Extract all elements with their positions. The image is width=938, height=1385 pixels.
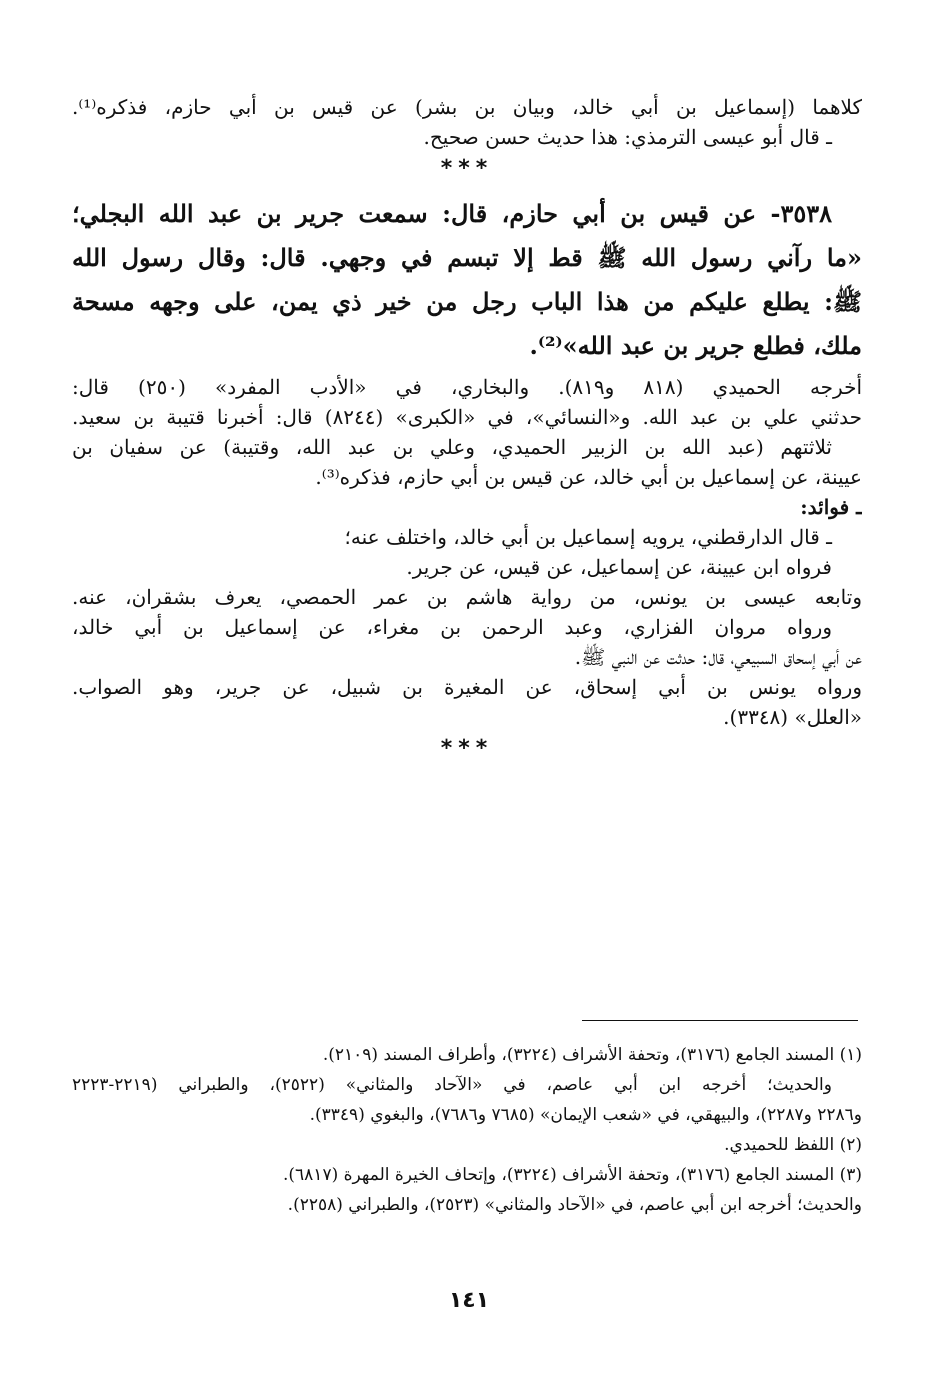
page-body [72, 92, 862, 766]
takhrij-block [72, 372, 862, 492]
fawaid-line-5: عن أبي إسحاق السبيعي، قال: حدثت عن النبي ﷺ. [574, 645, 862, 669]
fawaid-line-1: ـ قال الدارقطني، يرويه إسماعيل بن أبي خالد، واختلف عنه؛ [344, 525, 832, 549]
fawaid-block [72, 522, 862, 732]
takhrij-line-4: عيينة، عن إسماعيل بن أبي خالد، عن قيس بن أبي حازم، فذكره⁽³⁾. [315, 465, 862, 489]
section-separator: *** [440, 156, 494, 181]
fawaid-line-2: فرواه ابن عيينة، عن إسماعيل، عن قيس، عن جرير. [406, 555, 832, 579]
intro-line-1: كلاهما (إسماعيل بن أبي خالد، وبيان بن بشر) عن قيس بن أبي حازم، فذكره⁽¹⁾. [72, 95, 862, 119]
footnotes [72, 1040, 862, 1220]
page-number: ١٤١ [448, 1288, 490, 1313]
footnote-divider [582, 1020, 858, 1021]
takhrij-line-2: حدثني علي بن عبد الله. و«النسائي»، في «الكبرى» (٨٢٤٤) قال: أخبرنا قتيبة بن سعيد. [72, 405, 862, 429]
hadith-line-3: ﷺ: يطلع عليكم من هذا الباب رجل من خير ذي يمن، على وجهه مسحة [72, 287, 862, 316]
hadith-line-2: «ما رآني رسول الله ﷺ قط إلا تبسم في وجهي. قال: وقال رسول الله [72, 243, 862, 272]
footnote-3: (٣) المسند الجامع (٣١٧٦)، وتحفة الأشراف (٣٢٢٤)، وإتحاف الخيرة المهرة (٦٨١٧). [283, 1165, 862, 1185]
footnote-2: (٢) اللفظ للحميدي. [724, 1135, 862, 1155]
hadith-text [72, 192, 862, 368]
takhrij-line-3: ثلاثتهم (عبد الله بن الزبير الحميدي، وعلي بن عبد الله، وقتيبة) عن سفيان بن [72, 435, 833, 459]
fawaid-heading: ـ فوائد: [800, 495, 862, 519]
fawaid-line-6: ورواه يونس بن أبي إسحاق، عن المغيرة بن شبيل، عن جرير، وهو الصواب. [72, 675, 862, 699]
takhrij-line-1: أخرجه الحميدي (٨١٨ و٨١٩). والبخاري، في «الأدب المفرد» (٢٥٠) قال: [72, 375, 862, 399]
fawaid-line-3: وتابعه عيسى بن يونس، من رواية هاشم بن عمر الحمصي، يعرف بشقران، عنه. [72, 585, 862, 609]
footnote-1-continued: والحديث؛ أخرجه ابن أبي عاصم، في «الآحاد والمثاني» (٢٥٢٢)، والطبراني (٢٢١٩-٢٢٢٣ [72, 1075, 832, 1095]
tirmidhi-verdict: ـ قال أبو عيسى الترمذي: هذا حديث حسن صحيح. [423, 125, 832, 149]
footnote-3-continued: والحديث؛ أخرجه ابن أبي عاصم، في «الآحاد والمثاني» (٢٥٢٣)، والطبراني (٢٢٥٨). [287, 1195, 862, 1215]
footnote-1: (١) المسند الجامع (٣١٧٦)، وتحفة الأشراف (٣٢٢٤)، وأطراف المسند (٢١٠٩). [322, 1045, 862, 1065]
fawaid-line-4: ورواه مروان الفزاري، وعبد الرحمن بن مغراء، عن إسماعيل بن أبي خالد، [72, 615, 832, 639]
fawaid-line-7: «العلل» (٣٣٤٨). [723, 705, 862, 729]
footnote-1-continued-2: و٢٢٨٦ و٢٢٨٧)، والبيهقي، في «شعب الإيمان» (٧٦٨٥ و٧٦٨٦)، والبغوي (٣٣٤٩). [309, 1105, 862, 1125]
hadith-line-1: ٣٥٣٨- عن قيس بن أبي حازم، قال: سمعت جرير بن عبد الله البجلي؛ [72, 199, 832, 228]
hadith-line-4: ملك، فطلع جرير بن عبد الله»⁽²⁾. [529, 331, 862, 360]
section-separator-2: *** [440, 736, 494, 761]
